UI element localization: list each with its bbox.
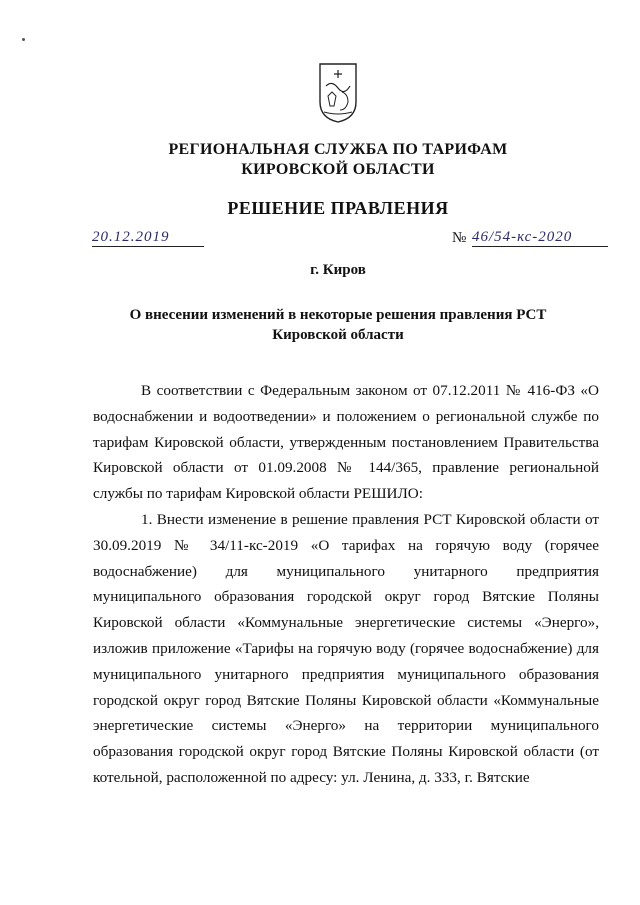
org-name-line1: РЕГИОНАЛЬНАЯ СЛУЖБА ПО ТАРИФАМ <box>168 141 508 158</box>
org-name-line2: КИРОВСКОЙ ОБЛАСТИ <box>241 161 435 178</box>
decision-subject: О внесении изменений в некоторые решения правления РСТ Кировской области <box>129 307 547 343</box>
scan-speck <box>22 38 25 41</box>
kirov-oblast-coat-of-arms-icon <box>318 62 358 124</box>
decision-number: 46/54-кс-2020 <box>472 229 608 247</box>
number-label: № <box>452 230 467 246</box>
document-body <box>93 378 599 791</box>
decision-date: 20.12.2019 <box>92 229 204 247</box>
body-paragraph: В соответствии с Федеральным законом от 07.12.2011 № 416-ФЗ «О водоснабжении и водоотведении» и положением о региональной службе по тарифам Кировской области, утвержденным постановлением Правительства Кировской области от 01.09.2008 № 144/365, правление региональной службы по тарифам Кировской области РЕШИЛО: <box>93 382 599 503</box>
document-type-title: РЕШЕНИЕ ПРАВЛЕНИЯ <box>227 198 449 218</box>
city-name: г. Киров <box>310 262 366 278</box>
body-paragraph: 1. Внести изменение в решение правления РСТ Кировской области от 30.09.2019 № 34/11-кс-2019 «О тарифах на горячую воду (горячее водоснабжение) для муниципального унитарного предприятия муниципального образования городской округ город Вятские Поляны Кировской области «Коммунальные энергетические системы «Энерго», изложив приложение «Тарифы на горячую воду (горячее водоснабжение) для муниципального унитарного предприятия муниципального образования городской округ город Вятские Поляны Кировской области «Коммунальные энергетические системы «Энерго» на территории муниципального образования городской округ город Вятские Поляны Кировской области (от котельной, расположенной по адресу: ул. Ленина, д. 333, г. Вятские <box>93 510 599 786</box>
